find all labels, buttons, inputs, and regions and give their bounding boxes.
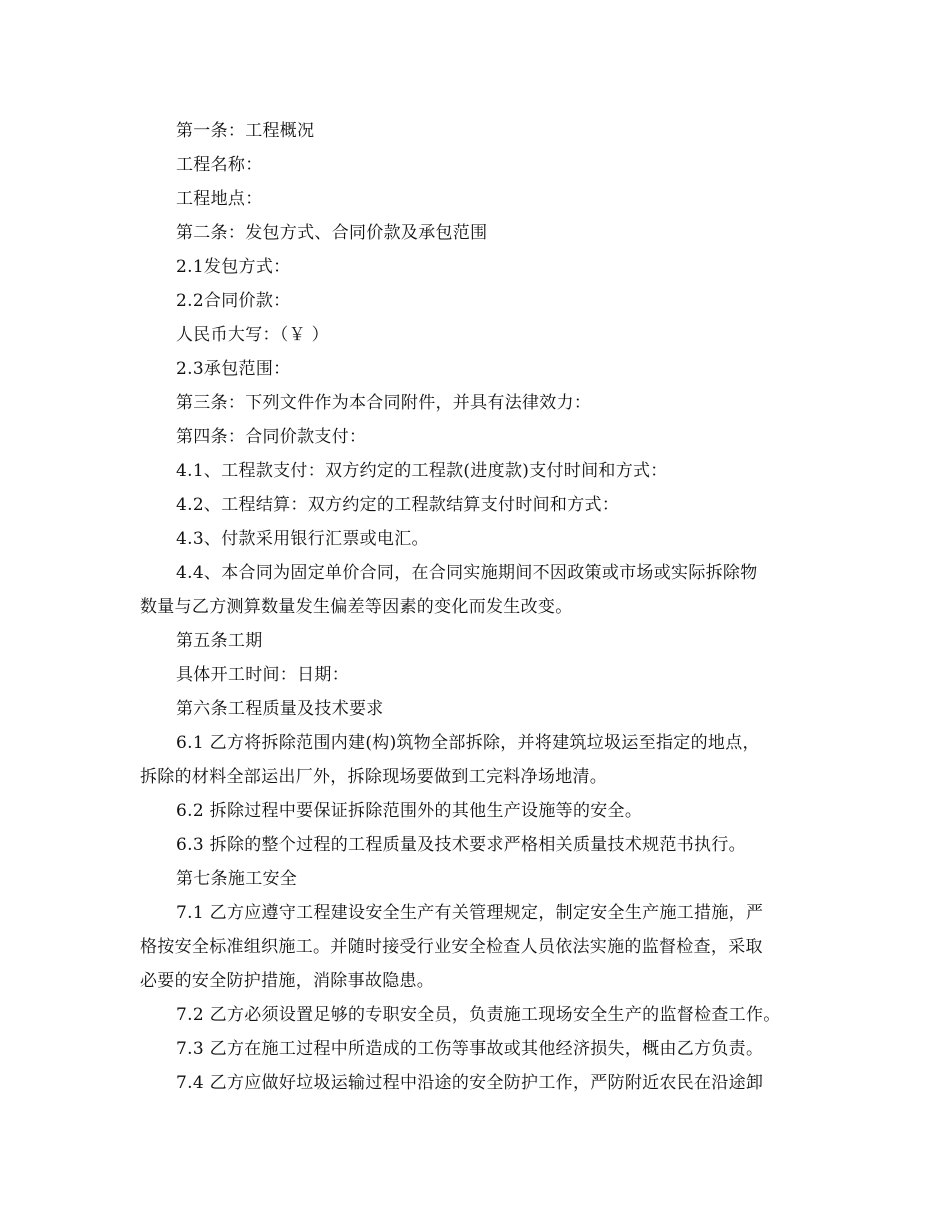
clause-6-1 <box>140 726 830 794</box>
article-4-heading: 第四条：合同价款支付： <box>176 427 367 447</box>
article-6-heading: 第六条工程质量及技术要求 <box>176 699 384 719</box>
clause-4-4-line-1: 4.4、本合同为固定单价合同，在合同实施期间不因政策或市场或实际拆除物 <box>176 563 758 583</box>
clause-7-1-line-2: 格按安全标准组织施工。并随时接受行业安全检查人员依法实施的监督检查，采取 <box>140 937 763 957</box>
clause-7-3: 7.3 乙方在施工过程中所造成的工伤等事故或其他经济损失，概由乙方负责。 <box>176 1039 764 1059</box>
clause-4-3: 4.3、付款采用银行汇票或电汇。 <box>176 529 429 549</box>
clause-2-2: 2.2合同价款： <box>176 291 291 311</box>
clause-7-4-line-1: 7.4 乙方应做好垃圾运输过程中沿途的安全防护工作，严防附近农民在沿途卸 <box>176 1073 764 1093</box>
article-1-heading: 第一条：工程概况 <box>176 121 315 141</box>
project-location-field: 工程地点： <box>176 189 263 209</box>
article-2-heading: 第二条：发包方式、合同价款及承包范围 <box>176 223 488 243</box>
clause-4-2: 4.2、工程结算：双方约定的工程款结算支付时间和方式： <box>176 495 620 515</box>
article-5-heading: 第五条工期 <box>176 631 263 651</box>
rmb-amount-field: 人民币大写：（￥ ） <box>176 325 329 345</box>
clause-6-1-line-1: 6.1 乙方将拆除范围内建(构)筑物全部拆除，并将建筑垃圾运至指定的地点， <box>176 733 760 753</box>
clause-4-4 <box>140 556 830 624</box>
clause-7-1 <box>140 896 830 998</box>
clause-7-2: 7.2 乙方必须设置足够的专职安全员，负责施工现场安全生产的监督检查工作。 <box>176 1005 781 1025</box>
clause-6-3: 6.3 拆除的整个过程的工程质量及技术要求严格相关质量技术规范书执行。 <box>176 835 746 855</box>
project-name-field: 工程名称： <box>176 155 263 175</box>
clause-6-1-line-2: 拆除的材料全部运出厂外，拆除现场要做到工完料净场地清。 <box>140 767 608 787</box>
clause-7-1-line-3: 必要的安全防护措施，消除事故隐患。 <box>140 971 435 991</box>
clause-4-4-line-2: 数量与乙方测算数量发生偏差等因素的变化而发生改变。 <box>140 597 573 617</box>
start-date-field: 具体开工时间：日期： <box>176 665 349 685</box>
clause-4-1: 4.1、工程款支付：双方约定的工程款(进度款)支付时间和方式： <box>176 461 668 481</box>
clause-7-1-line-1: 7.1 乙方应遵守工程建设安全生产有关管理规定，制定安全生产施工措施，严 <box>176 903 764 923</box>
article-3-heading: 第三条：下列文件作为本合同附件，并具有法律效力： <box>176 393 592 413</box>
clause-2-3: 2.3承包范围： <box>176 359 291 379</box>
clause-2-1: 2.1发包方式： <box>176 257 291 277</box>
clause-6-2: 6.2 拆除过程中要保证拆除范围外的其他生产设施等的安全。 <box>176 801 643 821</box>
contract-body <box>140 114 830 1100</box>
article-7-heading: 第七条施工安全 <box>176 869 298 889</box>
